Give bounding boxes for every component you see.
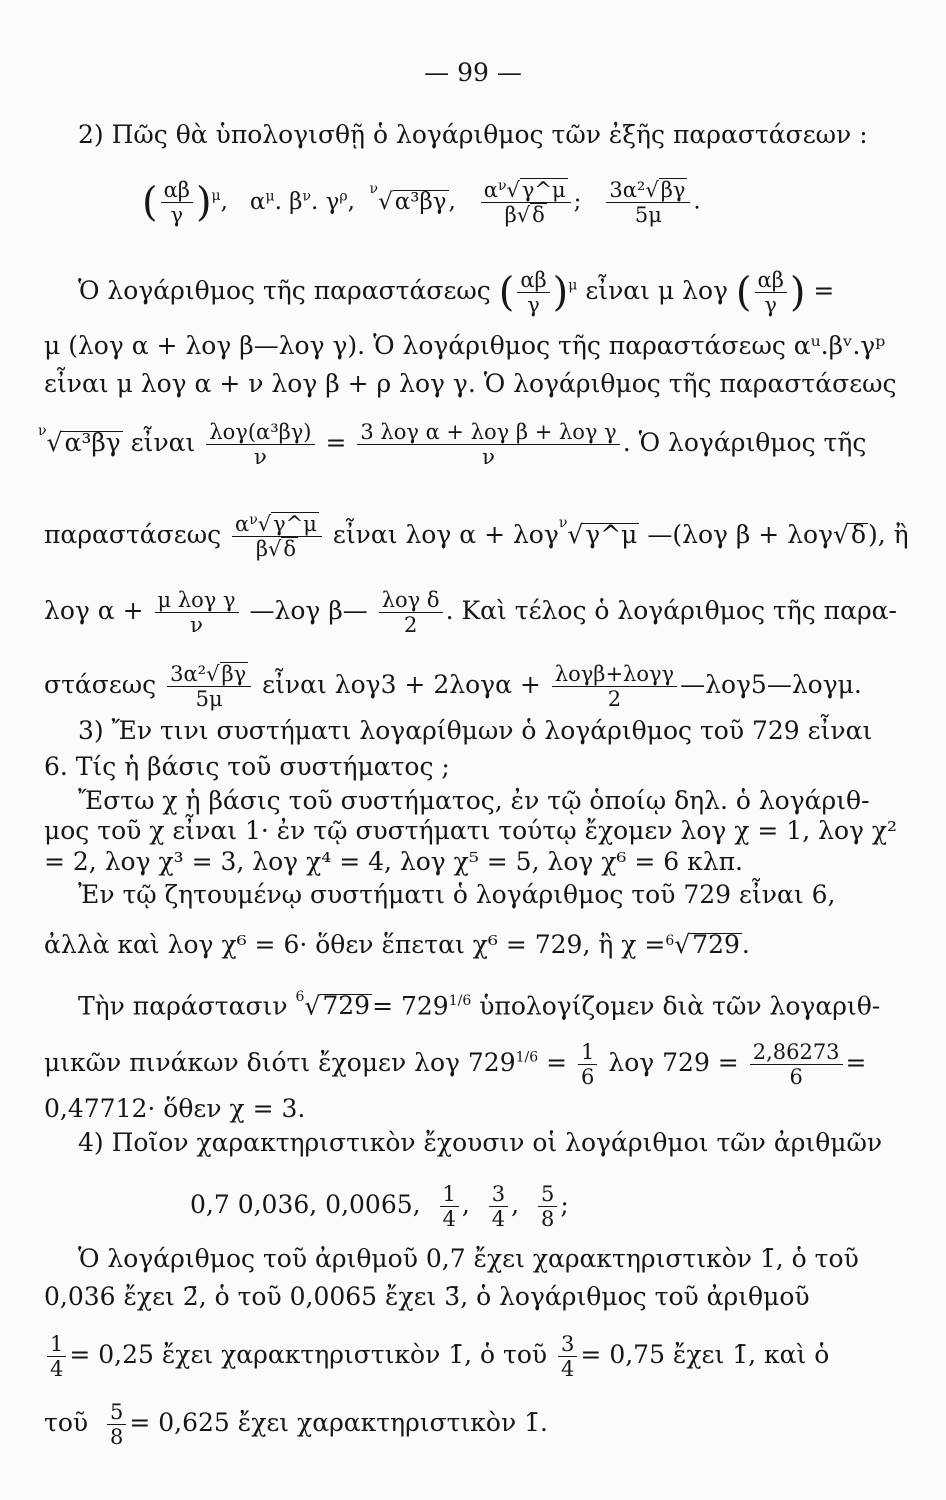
problem-2-line-f: λογ α + $\frac{\text{μ λογ γ}}{\nu}$ —λογ β— $\frac{\text{λογ δ}}{2}$ . Καὶ τέλος ὁ λογάριθμος τῆς παρα- [44,588,898,637]
expr5-fraction: $\frac{\text{3α²√βγ}}{5\mu}$ [606,178,690,227]
expr4-fraction: $\frac{\alpha^\nu√\gamma\^{}\mu}{\beta√\delta}$ [481,178,571,227]
problem-2-line-c: εἶναι μ λογ α + ν λογ β + ρ λογ γ. Ὁ λογάριθμος τῆς παραστάσεως [44,369,897,398]
problem-3-line-5: = 2, λογ χ³ = 3, λογ χ⁴ = 4, λογ χ⁵ = 5, λογ χ⁶ = 6 κλπ. [44,847,743,876]
problem-2-expressions: ( $\frac{\alpha\beta}{\gamma}$ )$^\mu$, $\alpha^\mu$. $\beta^\nu$. $\gamma^\rho$, $^\nu$√α³βγ, $\frac{\alpha^\nu√\gamma\^{}\mu}{\beta√\delta}$ ; $\frac{\text{3α²√βγ}}{5\mu}$ . [142,178,701,227]
page-number: — 99 — [424,58,522,87]
problem-2-line-b: μ (λογ α + λογ β—λογ γ). Ὁ λογάριθμος τῆς παραστάσεως αᵘ.βᵛ.γᵖ [44,331,886,360]
problem-3-line-8: Τὴν παράστασιν $^6√729= 729^{1/6}$ ὑπολογίζομεν διὰ τῶν λογαριθ- [78,989,881,1021]
problem-2-line-d: $^\nu$√α³βγ εἶναι $\frac{\text{λογ(α³βγ)}}{\nu}$ = $\frac{\text{3 λογ α + λογ β + λογ γ}}{\nu}$ . Ὁ λογάριθμος τῆς [38,420,867,469]
paren-open: ( [142,179,158,226]
problem-2-line-a: Ὁ λογάριθμος τῆς παραστάσεως ( $\frac{\alpha\beta}{\gamma}$ )$^\mu$ εἶναι μ λογ ( $\frac{\alpha\beta}{\gamma}$ ) = [78,268,835,317]
expr1-fraction: $\frac{\alpha\beta}{\gamma}$ [161,178,193,227]
problem-4-numbers: 0,7 0,036, 0,0065, $\frac{1}{4}$ , $\frac{3}{4}$ , $\frac{5}{8}$ ; [190,1182,569,1231]
paren-close: ) [195,179,212,226]
problem-3-line-2: 6. Τίς ἡ βάσις τοῦ συστήματος ; [44,752,450,781]
problem-2-question: 2) Πῶς θὰ ὑπολογισθῇ ὁ λογάριθμος τῶν ἐξῆς παραστάσεων : [78,120,868,149]
problem-4-line-5: $\frac{1}{4}$ = 0,25 ἔχει χαρακτηριστικὸν 1̄, ὁ τοῦ $\frac{3}{4}$ = 0,75 ἔχει 1̄, καὶ ὁ [44,1332,829,1381]
problem-3-line-3: Ἔστω χ ἡ βάσις τοῦ συστήματος, ἐν τῷ ὁποίῳ δηλ. ὁ λογάριθ- [78,786,870,815]
problem-3-line-7: ἀλλὰ καὶ λογ χ⁶ = 6· ὅθεν ἕπεται χ⁶ = 729, ἢ χ =$^6$√729. [44,930,750,959]
problem-4-line-3: Ὁ λογάριθμος τοῦ ἀριθμοῦ 0,7 ἔχει χαρακτηριστικὸν 1̄, ὁ τοῦ [78,1244,859,1273]
problem-2-line-g: στάσεως $\frac{\text{3α²√βγ}}{5\mu}$ εἶναι λογ3 + 2λογα + $\frac{\text{λογβ+λογγ}}{2}$ —λογ5—λογμ. [44,662,862,711]
expr2: $\alpha^\mu$. $\beta^\nu$. $\gamma^\rho$ [249,187,348,215]
problem-4-line-6: τοῦ $\frac{5}{8}$ = 0,625 ἔχει χαρακτηριστικὸν 1̄. [44,1400,548,1449]
problem-3-line-6: Ἐν τῷ ζητουμένῳ συστήματι ὁ λογάριθμος τοῦ 729 εἶναι 6, [78,880,836,909]
problem-4-line-1: 4) Ποῖον χαρακτηριστικὸν ἔχουσιν οἱ λογάριθμοι τῶν ἀριθμῶν [78,1128,883,1157]
expr3-root: $^\nu$√α³βγ [369,181,447,215]
problem-4-line-4: 0,036 ἔχει 2̄, ὁ τοῦ 0,0065 ἔχει 3̄, ὁ λογάριθμος τοῦ ἀριθμοῦ [44,1282,810,1311]
problem-3-line-9: μικῶν πινάκων διότι ἔχομεν λογ $729^{1/6}$ = $\frac{1}{6}$ λογ 729 = $\frac{2,86273}{6}$ = [44,1040,867,1089]
problem-2-line-e: παραστάσεως $\frac{\alpha^\nu√\gamma\^{}\mu}{\beta√\delta}$ εἶναι λογ α + λογ$^\nu$√γ^μ —(λογ β + λογ√δ), ἢ [44,512,909,561]
problem-3-line-4: μος τοῦ χ εἶναι 1· ἐν τῷ συστήματι τούτῳ ἔχομεν λογ χ = 1, λογ χ² [44,816,898,845]
problem-3-line-1: 3) Ἔν τινι συστήματι λογαρίθμων ὁ λογάριθμος τοῦ 729 εἶναι [78,716,873,745]
problem-3-line-10: 0,47712· ὅθεν χ = 3. [44,1094,306,1123]
